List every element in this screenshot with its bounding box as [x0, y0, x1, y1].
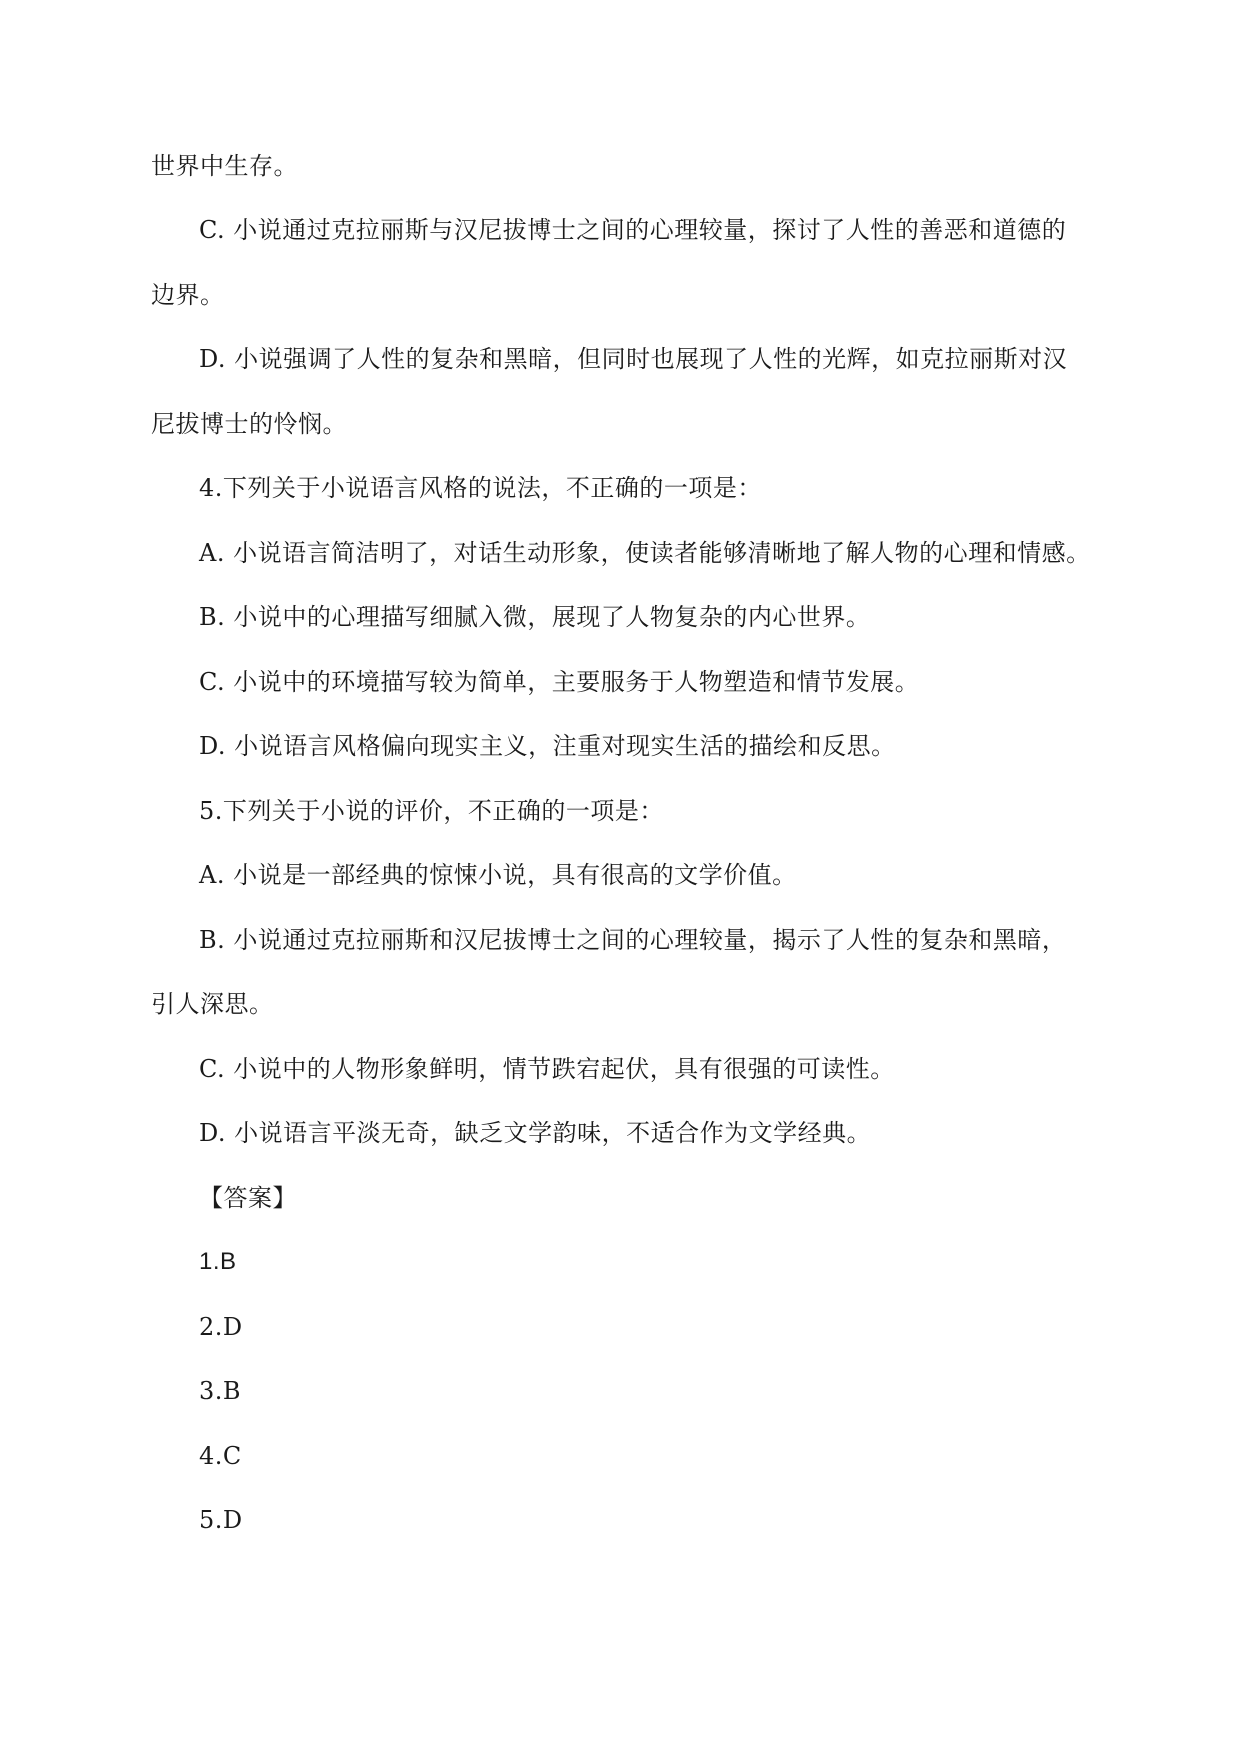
- answer-item: 3.B: [199, 1377, 242, 1405]
- question-5-option-d: D. 小说语言平淡无奇，缺乏文学韵味，不适合作为文学经典。: [199, 1119, 872, 1147]
- question-5-option-a: A. 小说是一部经典的惊悚小说，具有很高的文学价值。: [199, 861, 797, 889]
- option-c-line: C. 小说通过克拉丽斯与汉尼拔博士之间的心理较量，探讨了人性的善恶和道德的: [199, 216, 1067, 244]
- question-5: 5.下列关于小说的评价，不正确的一项是：: [199, 797, 664, 825]
- answers-heading: 【答案】: [199, 1184, 297, 1212]
- question-4-option-a: A. 小说语言简洁明了，对话生动形象，使读者能够清晰地了解人物的心理和情感。: [199, 539, 1091, 567]
- paragraph-line: 世界中生存。: [151, 152, 298, 180]
- paragraph-line: 引人深思。: [151, 990, 274, 1018]
- answer-item: 5.D: [199, 1506, 243, 1534]
- answer-item: 2.D: [199, 1313, 243, 1341]
- answer-item: 4.C: [199, 1442, 242, 1470]
- question-5-option-c: C. 小说中的人物形象鲜明，情节跌宕起伏，具有很强的可读性。: [199, 1055, 895, 1083]
- question-4-option-b: B. 小说中的心理描写细腻入微，展现了人物复杂的内心世界。: [199, 603, 871, 631]
- paragraph-line: 尼拔博士的怜悯。: [151, 410, 347, 438]
- answer-item: 1.B: [199, 1248, 237, 1275]
- question-4-option-d: D. 小说语言风格偏向现实主义，注重对现实生活的描绘和反思。: [199, 732, 896, 760]
- question-4-option-c: C. 小说中的环境描写较为简单，主要服务于人物塑造和情节发展。: [199, 668, 920, 696]
- question-5-option-b: B. 小说通过克拉丽斯和汉尼拔博士之间的心理较量，揭示了人性的复杂和黑暗，: [199, 926, 1067, 954]
- paragraph-line: 边界。: [151, 281, 225, 309]
- option-d-line: D. 小说强调了人性的复杂和黑暗，但同时也展现了人性的光辉，如克拉丽斯对汉: [199, 345, 1068, 373]
- question-4: 4.下列关于小说语言风格的说法，不正确的一项是：: [199, 474, 762, 502]
